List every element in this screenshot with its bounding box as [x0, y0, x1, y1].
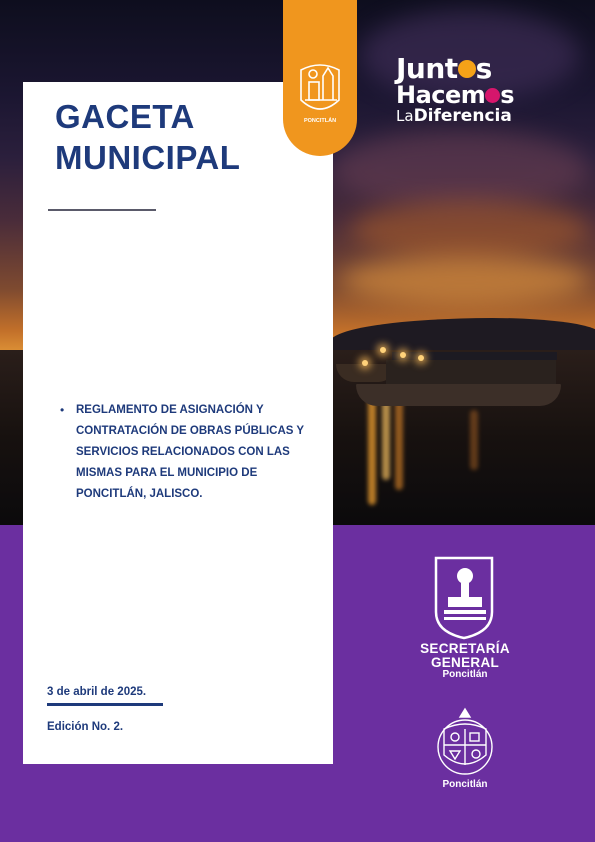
- stamp-shield-icon: [434, 556, 494, 640]
- publication-date: 3 de abril de 2025.: [47, 686, 147, 698]
- boat-cabin: [386, 360, 556, 386]
- page-title-line1: GACETA: [55, 98, 195, 135]
- boat-hull: [356, 384, 561, 406]
- page-title-line2: MUNICIPAL: [55, 139, 241, 176]
- date-divider: [47, 703, 163, 706]
- secretaria-subtitle: Poncitlán: [442, 669, 488, 680]
- content-list-item: [60, 400, 312, 505]
- secretaria-title: [400, 642, 530, 670]
- municipal-emblem-icon: [297, 60, 343, 118]
- slogan-logo: [396, 52, 556, 126]
- slogan-dot-icon: [458, 60, 476, 78]
- secretaria-title-line2: GENERAL: [430, 655, 500, 670]
- slogan-dot-icon: [485, 88, 500, 103]
- slogan-word1: Junt s: [396, 52, 492, 85]
- reglamento-title: REGLAMENTO DE ASIGNACIÓN Y CONTRATACIÓN DE OBRAS PÚBLICAS Y SERVICIOS RELACIONADOS CON LAS MISMAS PARA EL MUNICIPIO DE PONCITLÁN, JALISCO.: [76, 404, 304, 500]
- boat-roof: [392, 352, 557, 360]
- slogan-word3-small: La: [396, 107, 414, 125]
- edition-number: Edición No. 2.: [47, 721, 124, 733]
- title-divider: [48, 209, 156, 211]
- secretaria-title-line1: SECRETARÍA: [420, 641, 510, 656]
- bullet-icon: •: [60, 403, 65, 417]
- slogan-word3: Diferencia: [413, 106, 512, 126]
- slogan-word2: Hacem s: [396, 81, 515, 109]
- crest-caption: Poncitlán: [442, 779, 488, 790]
- coat-of-arms-icon: [432, 707, 498, 779]
- tab-logo-caption: PONCITLÁN: [303, 118, 337, 124]
